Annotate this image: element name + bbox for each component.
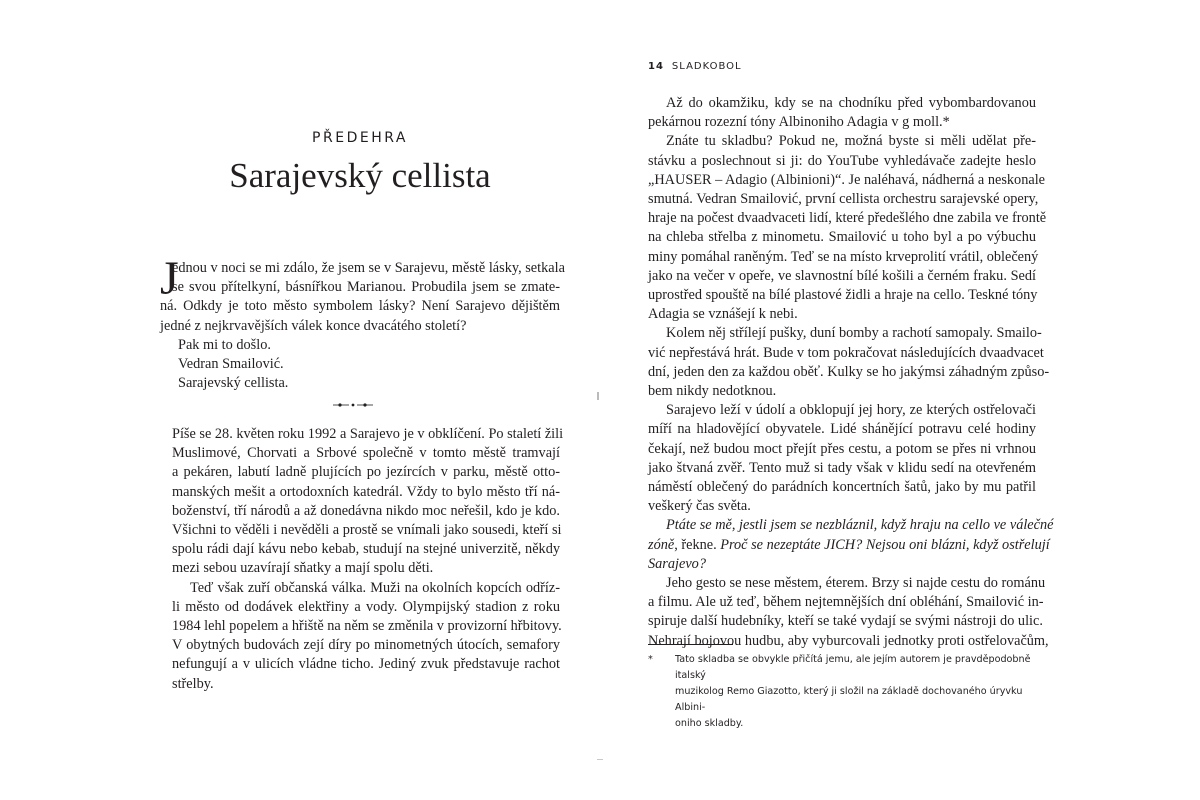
text-line: Znáte tu skladbu? Pokud ne, možná byste si měli udělat pře- (666, 133, 1036, 150)
text-line: nefungují a v ulicích vládne ticho. Jediný zvuk představuje rachot (172, 656, 560, 673)
left-body (172, 425, 564, 694)
short-line: Vedran Smailović. (178, 356, 284, 373)
text-line: Muslimové, Chorvati a Srbové společně v tomto městě tramvají (172, 445, 560, 462)
text-line: a filmu. Ale už teď, během nejtemnějších dní obléhání, Smailović in- (648, 594, 1044, 611)
paragraph (648, 401, 1036, 516)
text-line: střelby. (172, 675, 214, 692)
text-line: veškerý čas světa. (648, 498, 751, 515)
text-line: pekárnou rozezní tóny Albinoniho Adagia v g moll.* (648, 114, 950, 131)
chapter-title: Sarajevský cellista (229, 156, 491, 195)
text-line: stávku a poslechnout si ji: do YouTube vyhledávače zadejte heslo (648, 152, 1036, 169)
text-line: Sarajevo leží v údolí a obklopují jej hory, ze kterých ostřelovači (666, 402, 1036, 419)
text-line: smutná. Vedran Smailović, první cellista orchestru sarajevské opery, (648, 191, 1039, 208)
section-label: PŘEDEHRA (312, 130, 408, 146)
text-line: bem nikdy nedotknou. (648, 383, 777, 400)
text-line: jako štvaná zvěř. Tento muž si tady však v klidu sedí na otevřeném (648, 459, 1036, 476)
paragraph (172, 579, 560, 694)
text-line: li město od dodávek elektřiny a vody. Olympijský stadion z roku (172, 598, 560, 615)
text-line: miny pomáhal raněným. Teď se na místo krveprolití vrátil, oblečený (648, 248, 1039, 265)
right-body (648, 94, 1054, 651)
text-line: ednou v noci se mi zdálo, že jsem se v Sarajevu, městě lásky, setkala (172, 260, 565, 276)
paragraph (172, 425, 564, 579)
text-line: vić nepřestává hrát. Bude v tom pokračovat následujících dvaadvacet (648, 344, 1044, 361)
gutter-mark (597, 392, 599, 400)
drop-cap: J (160, 252, 179, 305)
right-page (600, 0, 1200, 800)
text-line: spolu rádi dají kávu nebo kebab, studují na stejné univerzitě, někdy (172, 541, 560, 558)
italic-text: zóně (648, 536, 675, 553)
paragraph (648, 324, 1050, 401)
text-line: Píše se 28. květen roku 1992 a Sarajevo je v obklíčení. Po staletí žili (172, 426, 564, 442)
text-line: Adagia se vznášejí k nebi. (648, 306, 798, 323)
running-title: SLADKOBOL (671, 61, 742, 72)
text-line: uprostřed spouště na bílé plastové židli a hraje na cello. Teskné tóny (648, 287, 1038, 304)
text-line: jedné z nejkrvavějších válek konce dvacátého století? (160, 317, 467, 334)
text-line: boženství, tří národů a až donedávna nikdo moc neřešil, kdo je kdo. (172, 502, 560, 519)
text-line: manských mešit a ortodoxních katedrál. Vždy to bylo město tří ná- (172, 483, 560, 500)
text-line: Jeho gesto se nese městem, éterem. Brzy si najde cestu do románu (666, 575, 1046, 592)
text-line: Sarajevo? (648, 555, 706, 572)
text-line: náměstí oblečený do parádních koncertních šatů, jako by mu patřil (648, 479, 1036, 496)
text-line: Nehrají bojovou hudbu, aby vyburcovali jednotky proti ostřelovačům, (648, 632, 1049, 649)
text-line: Teď však zuří občanská válka. Muži na okolních kopcích odříz- (190, 579, 560, 596)
text-line: 1984 lehl popelem a hřiště na něm se změnila v provizorní hřbitovy. (172, 618, 562, 635)
paragraph (648, 132, 1047, 324)
text-line: mezi sebou uzavírají sňatky a mají spolu děti. (172, 560, 434, 577)
text-line: míří na hladovějící obyvatele. Lidé shánějící potravu celé hodiny (648, 421, 1036, 438)
running-header (648, 61, 742, 72)
short-line: Pak mi to došlo. (178, 336, 271, 353)
footnote-rule (648, 644, 733, 645)
roman-text: , řekne. (674, 536, 721, 553)
text-line: čekají, než budou moct přejít přes cestu, a potom se přes ni vrhnou (648, 440, 1036, 457)
page-number: 14 (648, 61, 664, 72)
text-line: Všichni to věděli i nevěděli a prostě se vnímali jako sousedi, kteří si (172, 522, 562, 539)
text-line: „HAUSER – Adagio (Albinioni)“. Je naléhavá, nádherná a neskonale (648, 171, 1046, 188)
italic-text: Proč se nezeptáte JICH? Nejsou oni blázni, když ostřelují (720, 536, 1050, 553)
text-line: ná. Odkdy je toto město symbolem lásky? Není Sarajevo dějištěm (160, 298, 560, 315)
footnote-mark: * (648, 654, 653, 665)
text-line: se svou přítelkyní, básnířkou Marianou. Probudila jsem se zmate- (172, 279, 560, 296)
paragraph (648, 574, 1049, 651)
text-line: spiruje další hudebníky, kteří se také vydají se svými nástroji do ulic. (648, 613, 1043, 630)
text-line: a pekáren, labutí ladně plujících po jezírcích v parku, městě otto- (172, 464, 560, 481)
text-line: V obytných budovách zejí díry po minometných útocích, semafory (172, 637, 560, 654)
text-line: na chleba střelba z minometu. Smailović u toho byl a po výbuchu (648, 229, 1036, 246)
text-line (648, 536, 1050, 555)
footnote-line: oniho skladby. (675, 718, 744, 729)
quote-paragraph (648, 516, 1054, 574)
footnote-line: Tato skladba se obvykle přičítá jemu, ale jejím autorem je pravděpodobně italský (675, 654, 1031, 681)
paragraph (648, 94, 1036, 132)
text-line: dní, jeden den za každou oběť. Kulky se ho jakýmsi záhadným způso- (648, 363, 1050, 380)
text-line: Ptáte se mě, jestli jsem se nezbláznil, když hraju na cello ve válečné (666, 517, 1054, 534)
section-break-ornament (333, 400, 373, 410)
text-line: jako na večer v opeře, ve slavnostní bílé košili a černém fraku. Sedí (648, 267, 1036, 284)
footnote (648, 652, 1038, 732)
text-line: Až do okamžiku, kdy se na chodníku před vybombardovanou (666, 95, 1036, 111)
footnote-line: muzikolog Remo Giazotto, který ji složil na základě dochovaného úryvku Albini- (675, 686, 1023, 713)
intro-paragraph (160, 252, 565, 393)
short-line: Sarajevský cellista. (178, 375, 289, 392)
text-line: hraje na počest dvaadvaceti lidí, které předešlého dne zabila ve frontě (648, 210, 1047, 227)
text-line: Kolem něj střílejí pušky, duní bomby a rachotí samopaly. Smailo- (666, 325, 1042, 342)
